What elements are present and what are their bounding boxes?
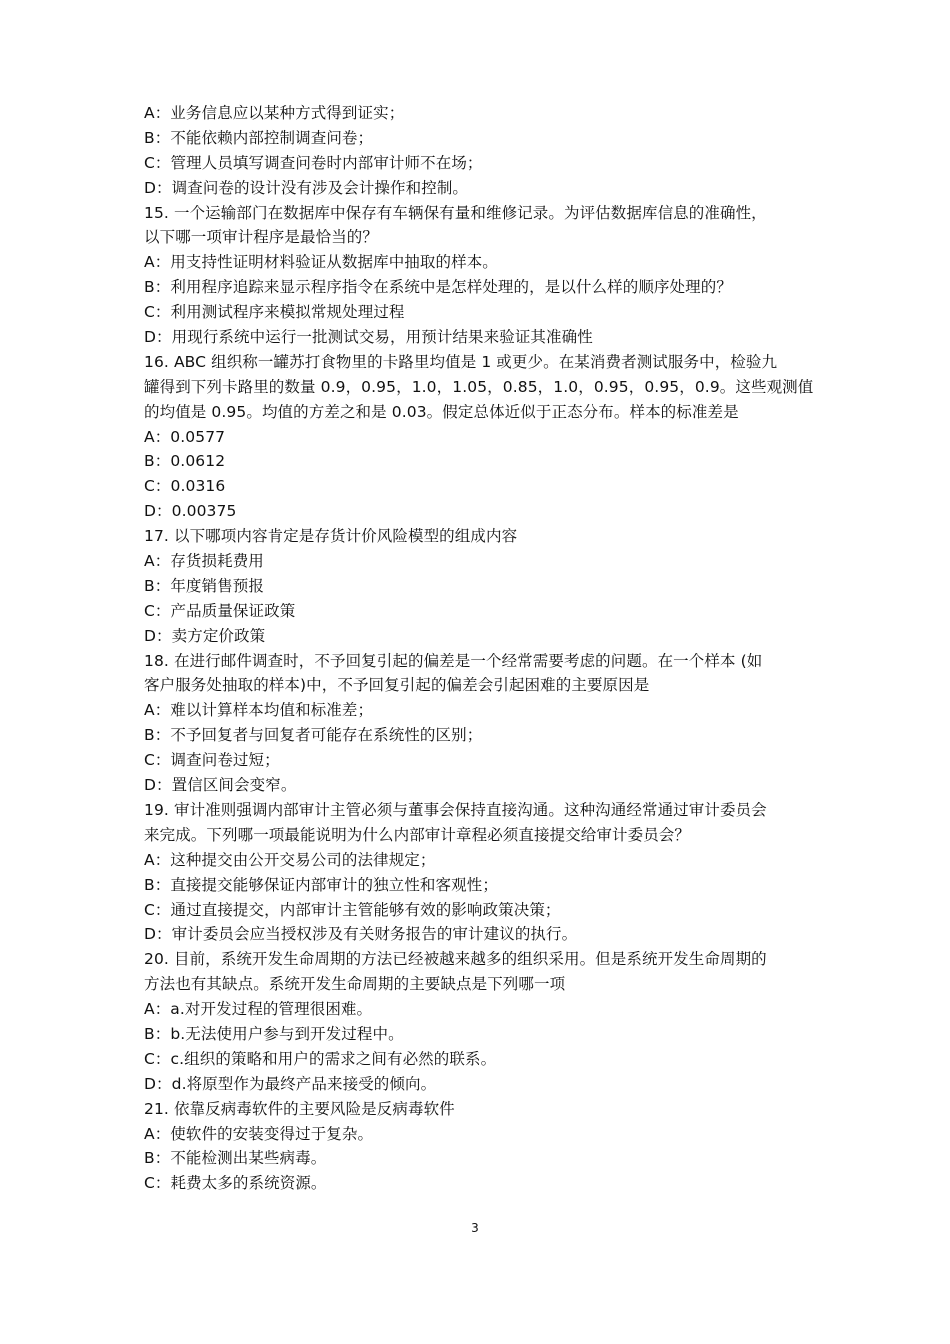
option-line: D：用现行系统中运行一批测试交易，用预计结果来验证其准确性 <box>144 328 593 347</box>
question-16-line: 罐得到下列卡路里的数量 0.9，0.95，1.0，1.05，0.85，1.0，0.95，0.95，0.9。这些观测值 <box>144 377 814 396</box>
option-line: D：置信区间会变窄。 <box>144 776 297 795</box>
option-line: D：审计委员会应当授权涉及有关财务报告的审计建议的执行。 <box>144 925 578 944</box>
text-line: A：业务信息应以某种方式得到证实； <box>144 104 405 122</box>
option-line: C：0.0316 <box>144 477 226 496</box>
option-line: B：b.无法使用户参与到开发过程中。 <box>144 1024 404 1043</box>
option-line: A：a.对开发过程的管理很困难。 <box>144 1000 373 1019</box>
question-17-line: 17. 以下哪项内容肯定是存货计价风险模型的组成内容 <box>144 527 518 546</box>
option-line: C：通过直接提交，内部审计主管能够有效的影响政策决策； <box>144 900 561 919</box>
question-21-line: 21. 依靠反病毒软件的主要风险是反病毒软件 <box>144 1099 455 1118</box>
question-18-line: 客户服务处抽取的样本)中，不予回复引起的偏差会引起困难的主要原因是 <box>144 676 650 695</box>
text-line: D：调查问卷的设计没有涉及会计操作和控制。 <box>144 178 469 197</box>
option-line: B：不予回复者与回复者可能存在系统性的区别； <box>144 726 483 745</box>
option-line: C：调查问卷过短； <box>144 751 280 770</box>
option-line: A：0.0577 <box>144 427 226 446</box>
option-line: B：0.0612 <box>144 452 226 471</box>
question-20-line: 20. 目前，系统开发生命周期的方法已经被越来越多的组织采用。但是系统开发生命周期的 <box>144 950 767 969</box>
document-body <box>144 101 819 1196</box>
question-18-line: 18. 在进行邮件调查时，不予回复引起的偏差是一个经常需要考虑的问题。在一个样本 (如 <box>144 651 763 670</box>
option-line: D：d.将原型作为最终产品来接受的倾向。 <box>144 1074 437 1093</box>
option-line: A：难以计算样本均值和标准差； <box>144 701 374 720</box>
page-number: 3 <box>471 1221 479 1235</box>
option-line: A：用支持性证明材料验证从数据库中抽取的样本。 <box>144 253 498 272</box>
question-20-line: 方法也有其缺点。系统开发生命周期的主要缺点是下列哪一项 <box>144 975 566 994</box>
option-line: D：卖方定价政策 <box>144 626 266 645</box>
option-line: A：使软件的安装变得过于复杂。 <box>144 1124 374 1143</box>
option-line: C：c.组织的策略和用户的需求之间有必然的联系。 <box>144 1049 497 1068</box>
question-16-line: 的均值是 0.95。均值的方差之和是 0.03。假定总体近似于正态分布。样本的标准差是 <box>144 402 739 421</box>
option-line: B：不能检测出某些病毒。 <box>144 1149 327 1168</box>
option-line: A：存货损耗费用 <box>144 552 264 571</box>
option-line: D：0.00375 <box>144 502 237 521</box>
option-line: C：产品质量保证政策 <box>144 601 296 620</box>
option-line: C：耗费太多的系统资源。 <box>144 1174 327 1193</box>
question-16-line: 16. ABC 组织称一罐苏打食物里的卡路里均值是 1 或更少。在某消费者测试服务中，检验九 <box>144 352 778 371</box>
question-15-line: 15. 一个运输部门在数据库中保存有车辆保有量和维修记录。为评估数据库信息的准确性， <box>144 203 767 222</box>
option-line: B：年度销售预报 <box>144 576 264 595</box>
question-19-line: 来完成。下列哪一项最能说明为什么内部审计章程必须直接提交给审计委员会？ <box>144 825 691 844</box>
option-line: C：利用测试程序来模拟常规处理过程 <box>144 303 405 322</box>
question-19-line: 19. 审计准则强调内部审计主管必须与董事会保持直接沟通。这种沟通经常通过审计委员会 <box>144 800 767 819</box>
option-line: A：这种提交由公开交易公司的法律规定； <box>144 850 436 869</box>
text-line: C：管理人员填写调查问卷时内部审计师不在场； <box>144 153 483 172</box>
option-line: B：利用程序追踪来显示程序指令在系统中是怎样处理的，是以什么样的顺序处理的？ <box>144 278 732 297</box>
text-line: B：不能依赖内部控制调查问卷； <box>144 128 374 147</box>
option-line: B：直接提交能够保证内部审计的独立性和客观性； <box>144 875 498 894</box>
question-15-line: 以下哪一项审计程序是最恰当的？ <box>144 228 379 247</box>
